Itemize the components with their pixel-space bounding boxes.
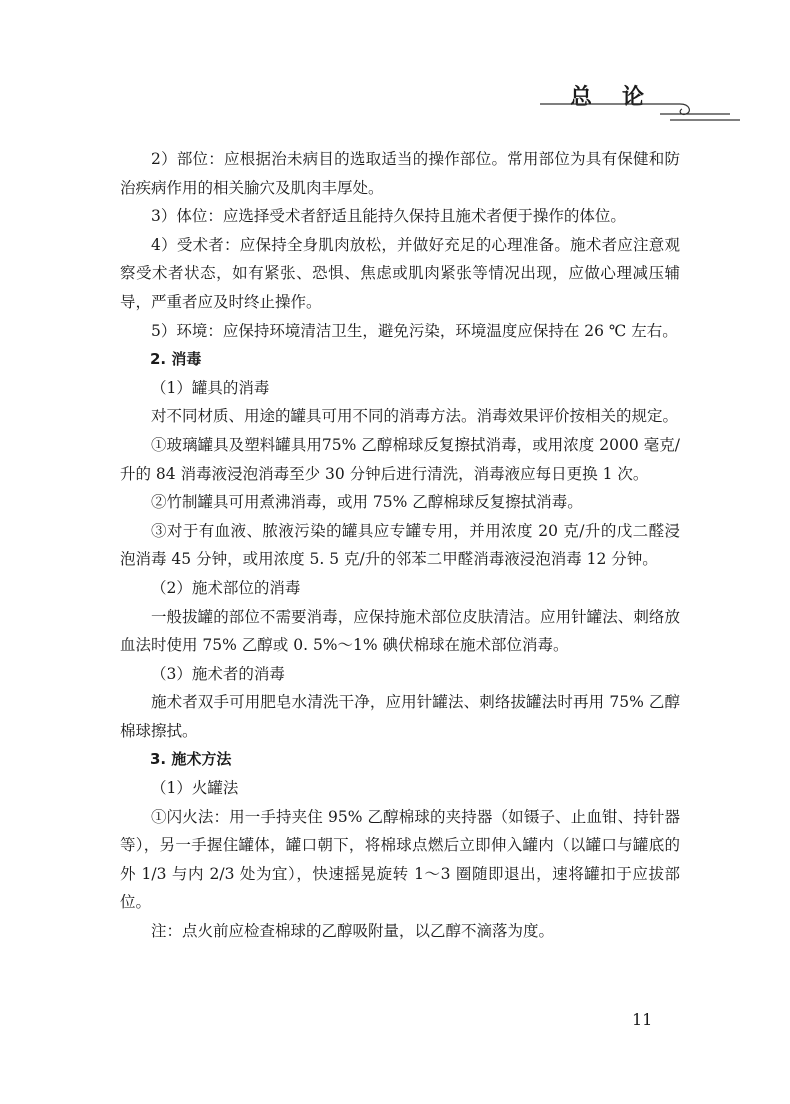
paragraph: 4）受术者：应保持全身肌肉放松，并做好充足的心理准备。施术者应注意观察受术者状态，如有紧张、恐惧、焦虑或肌肉紧张等情况出现，应做心理减压辅导，严重者应及时终止操作。 [120, 235, 680, 311]
paragraph: ①玻璃罐具及塑料罐具用75% 乙醇棉球反复擦拭消毒，或用浓度 2000 毫克/升的 84 消毒液浸泡消毒至少 30 分钟后进行清洗，消毒液应每日更换 1 次。 [120, 435, 680, 483]
paragraph: （1）火罐法 [151, 779, 239, 798]
paragraph: 5）环境：应保持环境清洁卫生，避免污染，环境温度应保持在 26 ℃ 左右。 [151, 321, 678, 340]
paragraph: （3）施术者的消毒 [151, 664, 285, 683]
paragraph: （2）施术部位的消毒 [151, 578, 301, 597]
running-header-title: 总论 [570, 85, 675, 110]
body-text [120, 145, 680, 946]
header-ornament [540, 98, 740, 128]
paragraph: 注：点火前应检查棉球的乙醇吸附量，以乙醇不滴落为度。 [151, 922, 555, 941]
paragraph: 一般拔罐的部位不需要消毒，应保持施术部位皮肤清洁。应用针罐法、刺络放血法时使用 75% 乙醇或 0. 5%～1% 碘伏棉球在施术部位消毒。 [120, 607, 680, 655]
paragraph: 3）体位：应选择受术者舒适且能持久保持且施术者便于操作的体位。 [151, 207, 626, 226]
paragraph: 对不同材质、用途的罐具可用不同的消毒方法。消毒效果评价按相关的规定。 [151, 407, 679, 426]
paragraph: ③对于有血液、脓液污染的罐具应专罐专用，并用浓度 20 克/升的戊二醛浸泡消毒 45 分钟，或用浓度 5. 5 克/升的邻苯二甲醛消毒液浸泡消毒 12 分钟。 [120, 521, 680, 569]
paragraph: ②竹制罐具可用煮沸消毒，或用 75% 乙醇棉球反复擦拭消毒。 [151, 493, 583, 512]
paragraph: ①闪火法：用一手持夹住 95% 乙醇棉球的夹持器（如镊子、止血钳、持针器等），另一手握住罐体，罐口朝下，将棉球点燃后立即伸入罐内（以罐口与罐底的外 1/3 与内 2/3 处为宜），快速摇晃旋转 1～3 圈随即退出，速将罐扣于应拔部位。 [120, 807, 680, 912]
page-number: 11 [632, 1010, 653, 1029]
section-heading: 2. 消毒 [150, 350, 202, 369]
section-heading: 3. 施术方法 [150, 750, 232, 769]
paragraph: （1）罐具的消毒 [151, 378, 270, 397]
paragraph: 施术者双手可用肥皂水清洗干净，应用针罐法、刺络拔罐法时再用 75% 乙醇棉球擦拭。 [120, 693, 680, 740]
paragraph: 2）部位：应根据治未病目的选取适当的操作部位。常用部位为具有保健和防治疾病作用的相关腧穴及肌肉丰厚处。 [120, 150, 680, 197]
